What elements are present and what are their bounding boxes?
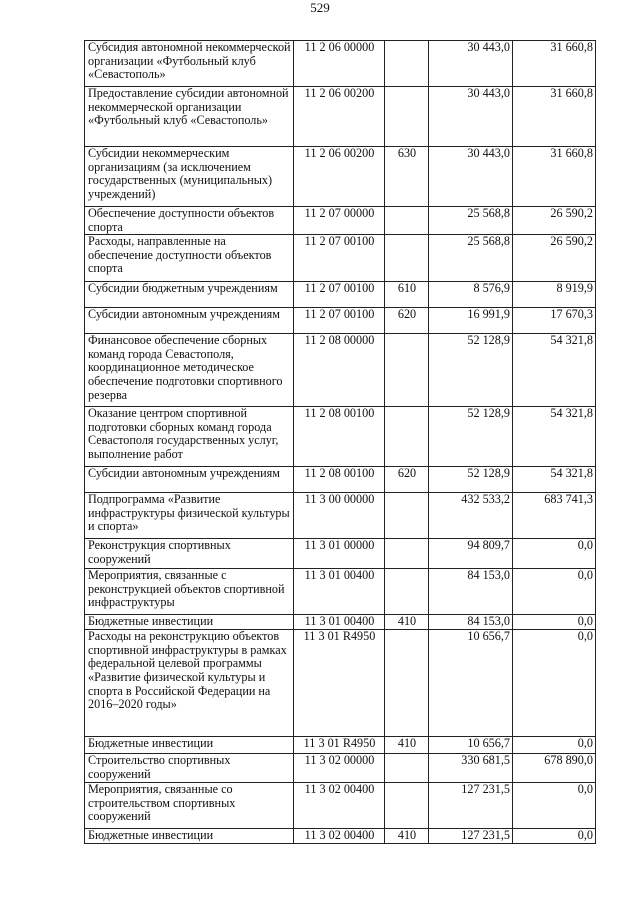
table-row: [85, 737, 596, 754]
row-target-code: 11 2 08 00000: [294, 334, 385, 407]
row-name: Субсидии некоммерческим организациям (за исключением государственных (муниципальных) учреждений): [85, 147, 294, 207]
row-target-code: 11 2 06 00000: [294, 41, 385, 87]
page-number: 529: [310, 0, 330, 15]
row-expense-type: [385, 41, 429, 87]
row-expense-type: [385, 539, 429, 569]
row-amount-year-1: 10 656,7: [429, 630, 513, 737]
table-row: [85, 235, 596, 282]
row-expense-type: [385, 630, 429, 737]
row-amount-year-2: 54 321,8: [513, 334, 596, 407]
row-target-code: 11 3 01 R4950: [294, 630, 385, 737]
row-amount-year-2: 54 321,8: [513, 467, 596, 493]
row-amount-year-2: 0,0: [513, 569, 596, 615]
row-name: Финансовое обеспечение сборных команд города Севастополя, координационное методическое обеспечение подготовки спортивного резерва: [85, 334, 294, 407]
row-amount-year-2: 26 590,2: [513, 235, 596, 282]
row-target-code: 11 2 08 00100: [294, 407, 385, 467]
row-target-code: 11 2 07 00100: [294, 235, 385, 282]
row-amount-year-2: 0,0: [513, 737, 596, 754]
row-expense-type: [385, 87, 429, 147]
row-name: Оказание центром спортивной подготовки сборных команд города Севастополя государственных услуг, выполнение работ: [85, 407, 294, 467]
row-amount-year-1: 52 128,9: [429, 407, 513, 467]
row-name: Подпрограмма «Развитие инфраструктуры физической культуры и спорта»: [85, 493, 294, 539]
row-target-code: 11 2 07 00000: [294, 207, 385, 235]
row-amount-year-2: 678 890,0: [513, 754, 596, 783]
row-expense-type: [385, 754, 429, 783]
table-row: [85, 41, 596, 87]
row-amount-year-2: 31 660,8: [513, 147, 596, 207]
row-expense-type: [385, 569, 429, 615]
table-row: [85, 539, 596, 569]
row-target-code: 11 3 01 00400: [294, 569, 385, 615]
row-target-code: 11 2 07 00100: [294, 282, 385, 308]
table-row: [85, 467, 596, 493]
row-name: Мероприятия, связанные с реконструкцией объектов спортивной инфраструктуры: [85, 569, 294, 615]
row-name: Предоставление субсидии автономной некоммерческой организации «Футбольный клуб «Севастополь»: [85, 87, 294, 147]
row-amount-year-1: 330 681,5: [429, 754, 513, 783]
row-expense-type: 630: [385, 147, 429, 207]
row-target-code: 11 2 06 00200: [294, 87, 385, 147]
row-amount-year-2: 26 590,2: [513, 207, 596, 235]
row-amount-year-1: 8 576,9: [429, 282, 513, 308]
row-amount-year-1: 30 443,0: [429, 41, 513, 87]
row-amount-year-1: 25 568,8: [429, 207, 513, 235]
row-target-code: 11 3 00 00000: [294, 493, 385, 539]
row-amount-year-1: 84 153,0: [429, 569, 513, 615]
row-expense-type: 610: [385, 282, 429, 308]
row-name: Бюджетные инвестиции: [85, 737, 294, 754]
row-name: Бюджетные инвестиции: [85, 829, 294, 844]
table-row: [85, 783, 596, 829]
table-row: [85, 829, 596, 844]
row-amount-year-2: 31 660,8: [513, 87, 596, 147]
row-name: Субсидии автономным учреждениям: [85, 308, 294, 334]
row-amount-year-1: 84 153,0: [429, 615, 513, 630]
table-row: [85, 87, 596, 147]
table-row: [85, 282, 596, 308]
row-amount-year-2: 0,0: [513, 630, 596, 737]
row-amount-year-2: 8 919,9: [513, 282, 596, 308]
row-amount-year-1: 127 231,5: [429, 829, 513, 844]
row-expense-type: 410: [385, 829, 429, 844]
budget-table-body: [85, 41, 596, 844]
row-expense-type: [385, 783, 429, 829]
table-row: [85, 207, 596, 235]
table-row: [85, 615, 596, 630]
row-expense-type: 410: [385, 737, 429, 754]
row-amount-year-1: 52 128,9: [429, 467, 513, 493]
row-expense-type: [385, 207, 429, 235]
row-name: Расходы на реконструкцию объектов спортивной инфраструктуры в рамках федеральной целевой программы «Развитие физической культуры и спорта в Российской Федерации на 2016–2020 годы»: [85, 630, 294, 737]
row-target-code: 11 3 02 00400: [294, 829, 385, 844]
row-amount-year-2: 0,0: [513, 539, 596, 569]
table-row: [85, 630, 596, 737]
row-expense-type: 620: [385, 308, 429, 334]
row-expense-type: 410: [385, 615, 429, 630]
row-amount-year-1: 94 809,7: [429, 539, 513, 569]
row-amount-year-1: 30 443,0: [429, 87, 513, 147]
table-row: [85, 147, 596, 207]
table-row: [85, 754, 596, 783]
row-amount-year-1: 10 656,7: [429, 737, 513, 754]
row-target-code: 11 2 07 00100: [294, 308, 385, 334]
row-amount-year-1: 16 991,9: [429, 308, 513, 334]
row-name: Расходы, направленные на обеспечение доступности объектов спорта: [85, 235, 294, 282]
row-amount-year-2: 31 660,8: [513, 41, 596, 87]
row-amount-year-2: 17 670,3: [513, 308, 596, 334]
table-row: [85, 569, 596, 615]
table-row: [85, 493, 596, 539]
row-expense-type: [385, 493, 429, 539]
table-row: [85, 334, 596, 407]
row-name: Мероприятия, связанные со строительством спортивных сооружений: [85, 783, 294, 829]
row-expense-type: [385, 407, 429, 467]
row-expense-type: [385, 334, 429, 407]
row-amount-year-1: 432 533,2: [429, 493, 513, 539]
row-target-code: 11 3 01 00400: [294, 615, 385, 630]
row-amount-year-1: 25 568,8: [429, 235, 513, 282]
row-target-code: 11 2 06 00200: [294, 147, 385, 207]
row-name: Субсидии бюджетным учреждениям: [85, 282, 294, 308]
row-target-code: 11 3 02 00000: [294, 754, 385, 783]
row-name: Субсидия автономной некоммерческой организации «Футбольный клуб «Севастополь»: [85, 41, 294, 87]
row-name: Реконструкция спортивных сооружений: [85, 539, 294, 569]
row-amount-year-1: 52 128,9: [429, 334, 513, 407]
row-amount-year-1: 30 443,0: [429, 147, 513, 207]
row-amount-year-2: 683 741,3: [513, 493, 596, 539]
row-target-code: 11 3 02 00400: [294, 783, 385, 829]
row-name: Обеспечение доступности объектов спорта: [85, 207, 294, 235]
row-amount-year-2: 0,0: [513, 783, 596, 829]
row-amount-year-2: 0,0: [513, 829, 596, 844]
row-target-code: 11 3 01 00000: [294, 539, 385, 569]
budget-table: [84, 40, 596, 844]
row-expense-type: 620: [385, 467, 429, 493]
row-expense-type: [385, 235, 429, 282]
table-row: [85, 308, 596, 334]
row-amount-year-2: 54 321,8: [513, 407, 596, 467]
row-target-code: 11 2 08 00100: [294, 467, 385, 493]
row-target-code: 11 3 01 R4950: [294, 737, 385, 754]
row-name: Субсидии автономным учреждениям: [85, 467, 294, 493]
table-row: [85, 407, 596, 467]
row-amount-year-1: 127 231,5: [429, 783, 513, 829]
row-name: Строительство спортивных сооружений: [85, 754, 294, 783]
row-name: Бюджетные инвестиции: [85, 615, 294, 630]
row-amount-year-2: 0,0: [513, 615, 596, 630]
